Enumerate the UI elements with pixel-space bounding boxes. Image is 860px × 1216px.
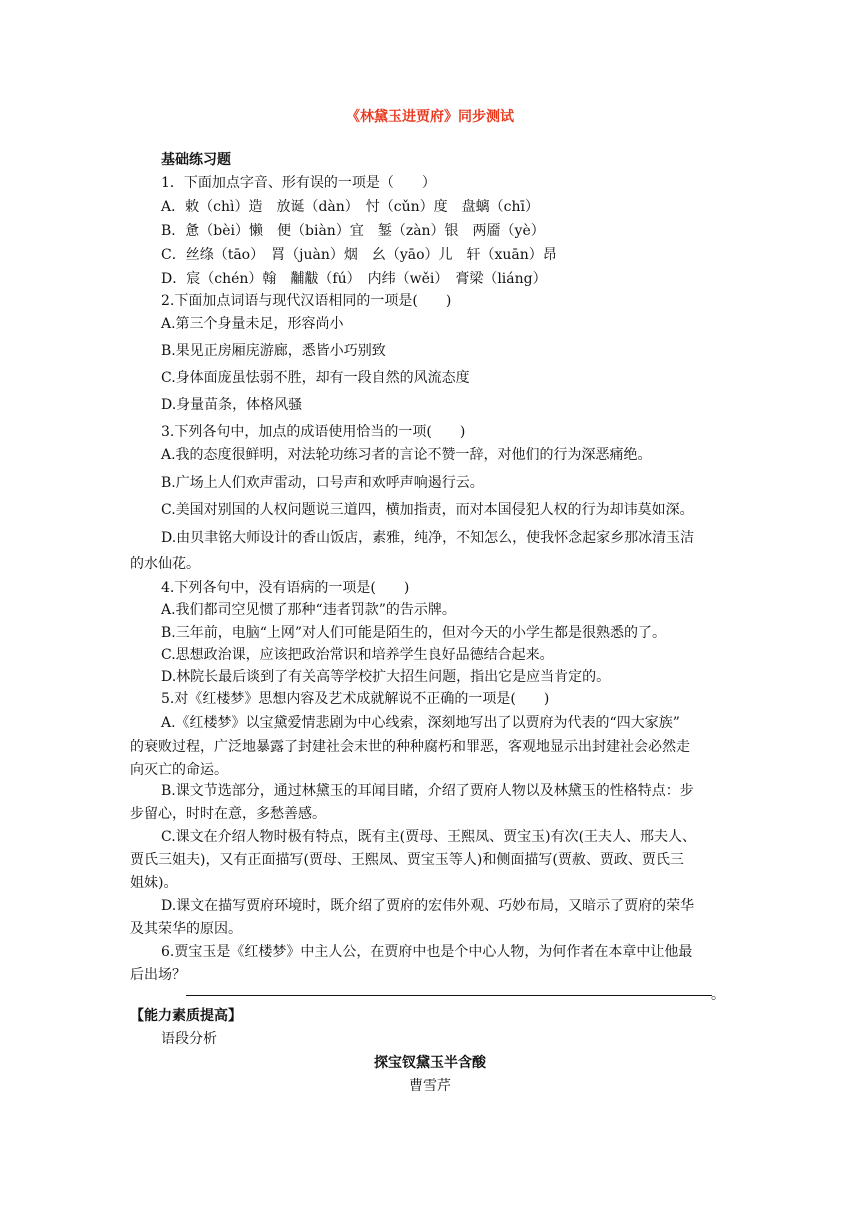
q2-option-a: A.第三个身量未足，形容尚小: [161, 316, 344, 332]
section-heading-ability: 【能力素质提高】: [130, 1008, 242, 1024]
q5-option-b-line2: 步留心，时时在意，多愁善感。: [130, 806, 326, 822]
q3-option-c: C.美国对别国的人权问题说三道四，横加指责，而对本国侵犯人权的行为却讳莫如深。: [161, 502, 694, 518]
q2-option-b: B.果见正房厢庑游廊，悉皆小巧别致: [161, 343, 386, 359]
q6-stem-line1: 6.贾宝玉是《红楼梦》中主人公，在贾府中也是个中心人物，为何作者在本章中让他最: [161, 944, 693, 960]
answer-line-end: 。: [711, 987, 725, 1003]
q2-option-c: C.身体面庞虽怯弱不胜，却有一段自然的风流态度: [161, 370, 470, 386]
q1-option-b: B．惫（bèi）懒 便（biàn）宜 錾（zàn）银 两靥（yè）: [161, 223, 545, 239]
q6-stem-line2: 后出场？: [130, 967, 186, 983]
q1-stem: 1．下面加点字音、形有误的一项是（ ）: [161, 175, 436, 191]
q5-option-c-line2: 贾氏三姐夫)，又有正面描写(贾母、王熙凤、贾宝玉等人)和侧面描写(贾赦、贾政、贾氏三: [130, 852, 684, 868]
q3-option-b: B.广场上人们欢声雷动，口号声和欢呼声响遏行云。: [161, 475, 484, 491]
q5-stem: 5.对《红楼梦》思想内容及艺术成就解说不正确的一项是( ): [161, 691, 550, 707]
q5-option-a-line1: A.《红楼梦》以宝黛爱情悲剧为中心线索，深刻地写出了以贾府为代表的“四大家族”: [161, 715, 680, 731]
analysis-label: 语段分析: [161, 1031, 217, 1047]
q3-option-d-line1: D.由贝聿铭大师设计的香山饭店，素雅，纯净，不知怎么，使我怀念起家乡那冰清玉洁: [161, 530, 695, 546]
q4-option-d: D.林院长最后谈到了有关高等学校扩大招生问题，指出它是应当肯定的。: [161, 669, 611, 685]
q5-option-a-line3: 向灭亡的命运。: [130, 762, 228, 778]
q5-option-a-line2: 的衰败过程，广泛地暴露了封建社会末世的种种腐朽和罪恶，客观地显示出封建社会必然走: [130, 739, 690, 755]
q1-option-a: A．敕（chì）造 放诞（dàn） 忖（cǔn）度 盘螭（chī）: [161, 199, 539, 215]
q3-stem: 3.下列各句中，加点的成语使用恰当的一项( ): [161, 424, 466, 440]
q4-stem: 4.下列各句中，没有语病的一项是( ): [161, 580, 410, 596]
q4-option-a: A.我们都司空见惯了那种“违者罚款”的告示牌。: [161, 602, 456, 618]
q5-option-d-line2: 及其荣华的原因。: [130, 921, 242, 937]
q5-option-c-line3: 姐妹)。: [130, 875, 178, 891]
q5-option-b-line1: B.课文节选部分，通过林黛玉的耳闻目睹，介绍了贾府人物以及林黛玉的性格特点：步: [161, 783, 694, 799]
q2-stem: 2.下面加点词语与现代汉语相同的一项是( ): [161, 293, 452, 309]
q3-option-d-line2: 的水仙花。: [130, 556, 200, 572]
q1-option-d: D．宸（chén）翰 黼黻（fú） 内纬（wěi） 膏梁（liáng）: [161, 271, 547, 287]
q4-option-b: B.三年前，电脑“上网”对人们可能是陌生的，但对今天的小学生都是很熟悉的了。: [161, 625, 667, 641]
q1-option-c: C．丝绦（tāo） 罥（juàn）烟 幺（yāo）儿 轩（xuān）昂: [161, 247, 557, 263]
passage-title: 探宝钗黛玉半含酸: [374, 1055, 486, 1071]
q2-option-d: D.身量苗条，体格风骚: [161, 397, 303, 413]
q4-option-c: C.思想政治课，应该把政治常识和培养学生良好品德结合起来。: [161, 647, 554, 663]
document-title: 《林黛玉进贾府》同步测试: [346, 109, 514, 125]
q3-option-a: A.我的态度很鲜明，对法轮功练习者的言论不赞一辞，对他们的行为深恶痛绝。: [161, 447, 652, 463]
q5-option-d-line1: D.课文在描写贾府环境时，既介绍了贾府的宏伟外观、巧妙布局，又暗示了贾府的荣华: [161, 898, 695, 914]
answer-line: [186, 995, 712, 996]
passage-author: 曹雪芹: [409, 1078, 451, 1094]
section-heading-basic: 基础练习题: [161, 152, 231, 168]
q5-option-c-line1: C.课文在介绍人物时极有特点，既有主(贾母、王熙凤、贾宝玉)有次(王夫人、邢夫人、: [161, 829, 697, 845]
